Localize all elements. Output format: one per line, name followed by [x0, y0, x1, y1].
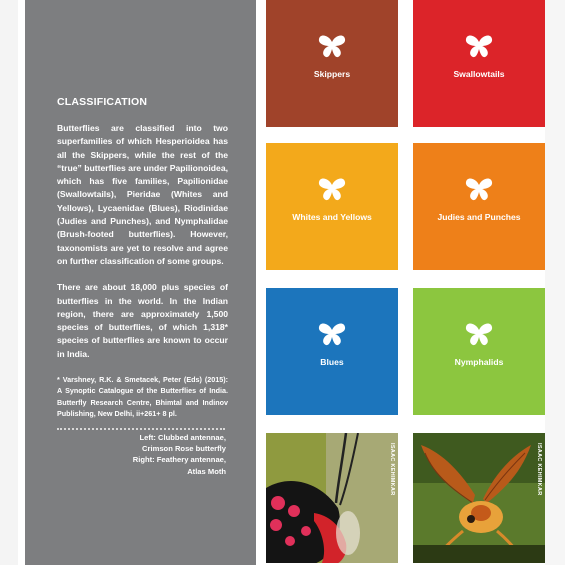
page-edge-left — [0, 0, 18, 565]
caption-line: Atlas Moth — [187, 466, 226, 476]
tile-label: Judies and Punches — [437, 212, 521, 222]
tile-label: Nymphalids — [454, 357, 504, 367]
tile-blues — [266, 288, 398, 415]
butterfly-icon — [464, 321, 494, 349]
classification-paragraph-1: Butterflies are classified into two superfamilies of which Hesperioidea has all the Skippers, while the rest of the “true” butterflies are under Papilionoidea, which has five families, Papilionidae (Swallowtails), Pieridae (Whites and Yellows), Lycaenidae (Blues), Riodinidae (Judies and Punches), and Nymphalidae (Brush-footed butterflies). However, taxonomists are yet to resolve and agree on further classification of some groups. — [57, 123, 228, 266]
photo-credit: ISAAC KEHIMKAR — [389, 443, 395, 496]
classification-panel — [25, 0, 256, 565]
tile-whites-and-yellows — [266, 143, 398, 270]
page-edge-right — [545, 0, 565, 565]
caption-line: Crimson Rose butterfly — [142, 444, 226, 454]
photo-atlas-moth — [413, 433, 545, 563]
butterfly-icon — [317, 321, 347, 349]
butterfly-icon — [317, 33, 347, 61]
tile-label: Blues — [320, 357, 344, 367]
reference-note: * Varshney, R.K. & Smetacek, Peter (Eds) (2015): A Synoptic Catalogue of the Butterflies of India. Butterfly Research Centre, Bhimtal and Indinov Publishing, New Delhi, ii+261+ 8 pl. — [57, 375, 228, 419]
tile-label: Skippers — [313, 69, 351, 79]
photo-credit: ISAAC KEHIMKAR — [536, 443, 542, 496]
butterfly-icon — [317, 176, 347, 204]
caption-line: Left: Clubbed antennae, — [139, 432, 226, 442]
tile-label: Whites and Yellows — [292, 212, 372, 222]
tile-label: Swallowtails — [453, 69, 505, 79]
photo-crimson-rose — [266, 433, 398, 563]
tile-nymphalids — [413, 288, 545, 415]
butterfly-icon — [464, 176, 494, 204]
butterfly-icon — [464, 33, 494, 61]
photo-caption — [57, 432, 228, 478]
classification-paragraph-2: There are about 18,000 plus species of butterflies in the world. In the Indian region, there are approximately 1,500 species of butterflies, of which 1,318* species of butterflies are known to occur in India. — [57, 282, 228, 359]
caption-line: Right: Feathery antennae, — [132, 455, 226, 465]
crimson-rose-illustration — [266, 433, 398, 563]
tile-skippers — [266, 0, 398, 127]
tile-judies-and-punches — [413, 143, 545, 270]
dotted-divider — [57, 428, 225, 430]
classification-heading: CLASSIFICATION — [57, 96, 148, 108]
tile-swallowtails — [413, 0, 545, 127]
atlas-moth-illustration — [413, 433, 545, 563]
